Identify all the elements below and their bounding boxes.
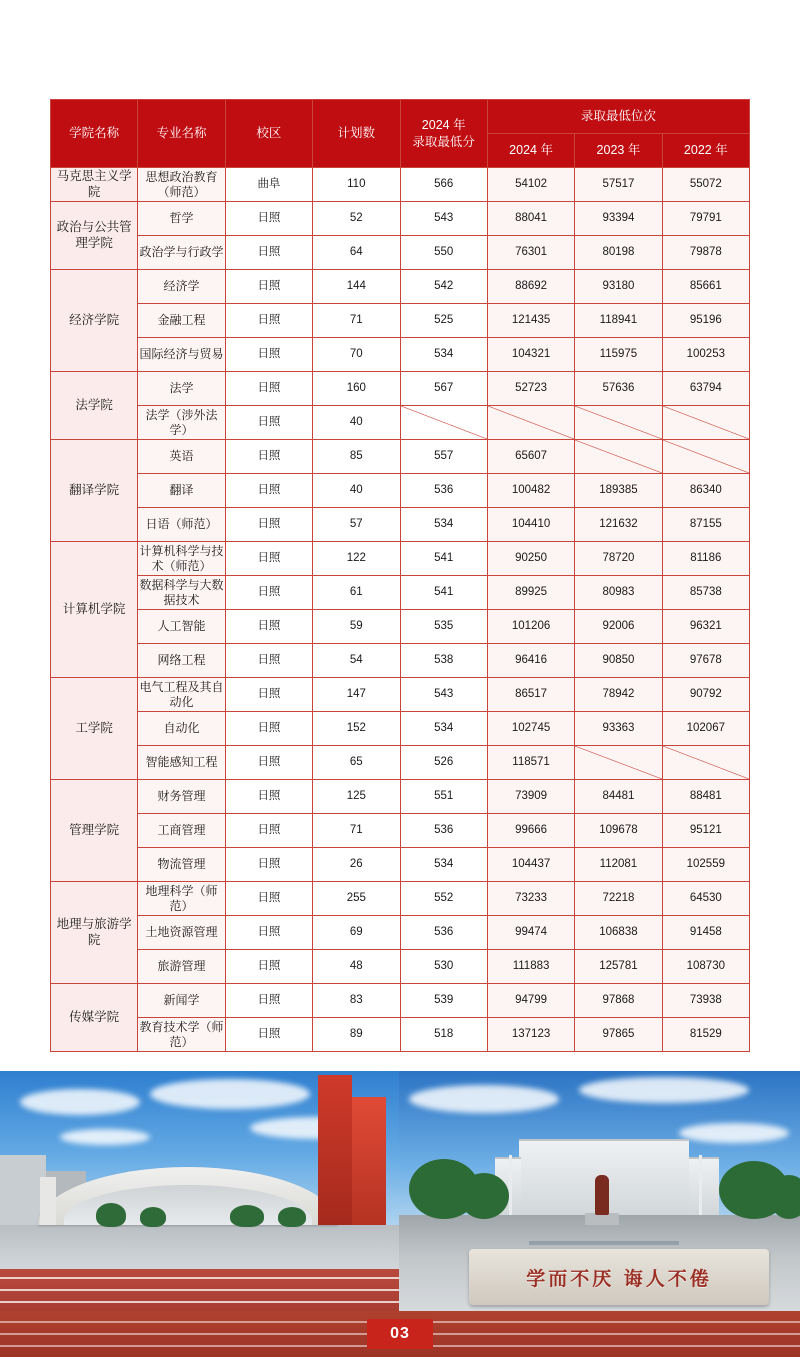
cell-score-2024: 536 <box>400 474 487 508</box>
cell-score-2024: 551 <box>400 780 487 814</box>
header-score-2024-label: 录取最低分 <box>412 134 475 149</box>
table-row <box>51 950 750 984</box>
header-rank-2022: 2022 年 <box>662 134 749 168</box>
red-tower <box>318 1075 352 1225</box>
cell-plan: 122 <box>313 542 400 576</box>
cloud-shape <box>20 1089 140 1115</box>
cell-rank-2022: 85738 <box>662 576 749 610</box>
cell-rank-2024: 73909 <box>487 780 574 814</box>
header-campus: 校区 <box>225 100 312 168</box>
cell-rank-2022: 81186 <box>662 542 749 576</box>
cell-major: 自动化 <box>138 712 225 746</box>
cell-college: 经济学院 <box>51 270 138 372</box>
cell-rank-2022: 87155 <box>662 508 749 542</box>
page-footer <box>0 1311 800 1357</box>
cell-score-2024: 557 <box>400 440 487 474</box>
cell-major: 新闻学 <box>138 984 225 1018</box>
table-row <box>51 542 750 576</box>
inscription-stone <box>469 1249 769 1305</box>
table-row <box>51 508 750 542</box>
cell-campus: 日照 <box>225 848 312 882</box>
cell-campus: 日照 <box>225 780 312 814</box>
table-row <box>51 712 750 746</box>
cell-campus: 日照 <box>225 950 312 984</box>
cell-major: 金融工程 <box>138 304 225 338</box>
cell-plan: 69 <box>313 916 400 950</box>
cell-campus: 日照 <box>225 576 312 610</box>
cell-rank-2022: 79791 <box>662 202 749 236</box>
cell-rank-2022: 64530 <box>662 882 749 916</box>
cell-campus: 日照 <box>225 372 312 406</box>
table-row <box>51 168 750 202</box>
stone-inscription-text: 学而不厌 诲人不倦 <box>526 1267 712 1290</box>
table-row <box>51 814 750 848</box>
cell-rank-2023: 92006 <box>575 610 662 644</box>
cloud-shape <box>60 1129 150 1145</box>
cell-score-2024: 536 <box>400 814 487 848</box>
cell-plan: 110 <box>313 168 400 202</box>
cell-plan: 125 <box>313 780 400 814</box>
building-shape <box>689 1157 719 1215</box>
table-row <box>51 372 750 406</box>
cell-campus: 日照 <box>225 440 312 474</box>
table-row <box>51 610 750 644</box>
cell-rank-2023: 118941 <box>575 304 662 338</box>
cell-score-2024: 535 <box>400 610 487 644</box>
cell-campus: 日照 <box>225 746 312 780</box>
track-lane-line <box>0 1301 399 1303</box>
cell-plan: 54 <box>313 644 400 678</box>
cell-major: 物流管理 <box>138 848 225 882</box>
cell-rank-2024: 102745 <box>487 712 574 746</box>
cell-rank-2022: 86340 <box>662 474 749 508</box>
cell-rank-2023: 97865 <box>575 1018 662 1052</box>
header-college: 学院名称 <box>51 100 138 168</box>
cell-major: 数据科学与大数据技术 <box>138 576 225 610</box>
table-row <box>51 984 750 1018</box>
cell-plan: 26 <box>313 848 400 882</box>
cell-rank-2022: 100253 <box>662 338 749 372</box>
tree-shape <box>278 1207 306 1227</box>
cell-rank-2022: 95121 <box>662 814 749 848</box>
cell-major: 智能感知工程 <box>138 746 225 780</box>
table-row <box>51 780 750 814</box>
admission-table <box>50 99 750 1052</box>
cell-major: 旅游管理 <box>138 950 225 984</box>
cell-major: 电气工程及其自动化 <box>138 678 225 712</box>
cloud-shape <box>409 1085 559 1113</box>
cell-campus: 日照 <box>225 644 312 678</box>
flagpole <box>509 1155 512 1215</box>
cell-college: 法学院 <box>51 372 138 440</box>
cell-rank-2023: 84481 <box>575 780 662 814</box>
cell-campus: 日照 <box>225 304 312 338</box>
cell-major: 教育技术学（师范） <box>138 1018 225 1052</box>
cell-major: 工商管理 <box>138 814 225 848</box>
cell-college: 政治与公共管理学院 <box>51 202 138 270</box>
cell-rank-2024: 104437 <box>487 848 574 882</box>
header-score-2024 <box>400 100 487 168</box>
header-plan: 计划数 <box>313 100 400 168</box>
cell-rank-2024 <box>487 406 574 440</box>
table-row <box>51 304 750 338</box>
cell-rank-2023: 80198 <box>575 236 662 270</box>
cell-rank-2023: 97868 <box>575 984 662 1018</box>
cell-major: 思想政治教育（师范） <box>138 168 225 202</box>
cell-plan: 71 <box>313 814 400 848</box>
cell-major: 地理科学（师范） <box>138 882 225 916</box>
table-row <box>51 916 750 950</box>
track-lane-line <box>0 1289 399 1291</box>
cell-rank-2023: 57636 <box>575 372 662 406</box>
cell-rank-2024: 88692 <box>487 270 574 304</box>
table-row <box>51 440 750 474</box>
cell-rank-2023: 57517 <box>575 168 662 202</box>
cell-score-2024: 541 <box>400 576 487 610</box>
cell-plan: 64 <box>313 236 400 270</box>
cell-campus: 日照 <box>225 882 312 916</box>
cell-major: 土地资源管理 <box>138 916 225 950</box>
cell-campus: 日照 <box>225 270 312 304</box>
cell-major: 法学（涉外法学） <box>138 406 225 440</box>
running-track <box>0 1269 399 1311</box>
cell-plan: 59 <box>313 610 400 644</box>
table-row <box>51 678 750 712</box>
cell-score-2024: 534 <box>400 508 487 542</box>
cell-rank-2024: 118571 <box>487 746 574 780</box>
cell-rank-2024: 104321 <box>487 338 574 372</box>
cell-college: 工学院 <box>51 678 138 780</box>
cell-score-2024: 534 <box>400 338 487 372</box>
cell-score-2024: 536 <box>400 916 487 950</box>
cell-score-2024: 518 <box>400 1018 487 1052</box>
cell-college: 马克思主义学院 <box>51 168 138 202</box>
cell-plan: 144 <box>313 270 400 304</box>
cell-score-2024: 566 <box>400 168 487 202</box>
cell-rank-2024: 86517 <box>487 678 574 712</box>
header-rank-2024: 2024 年 <box>487 134 574 168</box>
cell-score-2024: 530 <box>400 950 487 984</box>
cell-rank-2022: 97678 <box>662 644 749 678</box>
cell-major: 日语（师范） <box>138 508 225 542</box>
cell-score-2024: 567 <box>400 372 487 406</box>
table-row <box>51 746 750 780</box>
cell-rank-2024: 52723 <box>487 372 574 406</box>
cell-rank-2023: 80983 <box>575 576 662 610</box>
cell-campus: 日照 <box>225 712 312 746</box>
campus-gate-photo <box>0 1071 399 1311</box>
cell-campus: 日照 <box>225 678 312 712</box>
cell-score-2024: 542 <box>400 270 487 304</box>
tree-shape <box>140 1207 166 1227</box>
cell-rank-2023: 90850 <box>575 644 662 678</box>
cell-campus: 日照 <box>225 916 312 950</box>
table-body <box>51 168 750 1052</box>
cell-score-2024: 550 <box>400 236 487 270</box>
header-rank-group: 录取最低位次 <box>487 100 749 134</box>
cell-major: 法学 <box>138 372 225 406</box>
admission-table-container <box>50 99 750 1052</box>
cell-score-2024: 541 <box>400 542 487 576</box>
cell-rank-2024: 99474 <box>487 916 574 950</box>
cell-college: 计算机学院 <box>51 542 138 678</box>
cell-campus: 日照 <box>225 508 312 542</box>
cell-campus: 日照 <box>225 814 312 848</box>
cell-rank-2023: 106838 <box>575 916 662 950</box>
cell-rank-2022: 95196 <box>662 304 749 338</box>
cell-rank-2023: 93394 <box>575 202 662 236</box>
cell-plan: 52 <box>313 202 400 236</box>
cell-major: 国际经济与贸易 <box>138 338 225 372</box>
cell-campus: 日照 <box>225 236 312 270</box>
cell-rank-2023: 109678 <box>575 814 662 848</box>
cell-plan: 83 <box>313 984 400 1018</box>
cell-rank-2024: 104410 <box>487 508 574 542</box>
table-row <box>51 406 750 440</box>
campus-square-photo <box>399 1071 800 1311</box>
cell-plan: 152 <box>313 712 400 746</box>
cell-plan: 71 <box>313 304 400 338</box>
cloud-shape <box>579 1077 749 1103</box>
cell-rank-2023: 78720 <box>575 542 662 576</box>
cell-major: 网络工程 <box>138 644 225 678</box>
cell-rank-2024: 137123 <box>487 1018 574 1052</box>
cell-campus: 日照 <box>225 610 312 644</box>
table-row <box>51 270 750 304</box>
cell-campus: 日照 <box>225 984 312 1018</box>
cell-major: 人工智能 <box>138 610 225 644</box>
cell-rank-2023 <box>575 746 662 780</box>
track-lane-line <box>0 1277 399 1279</box>
cell-plan: 65 <box>313 746 400 780</box>
header-rank-2023: 2023 年 <box>575 134 662 168</box>
cell-rank-2024: 73233 <box>487 882 574 916</box>
cell-plan: 160 <box>313 372 400 406</box>
table-row <box>51 576 750 610</box>
cloud-shape <box>679 1123 789 1143</box>
cell-rank-2024: 100482 <box>487 474 574 508</box>
header-score-2024-year: 2024 年 <box>421 117 466 132</box>
cell-rank-2023: 125781 <box>575 950 662 984</box>
table-row <box>51 1018 750 1052</box>
cell-rank-2024: 101206 <box>487 610 574 644</box>
header-major: 专业名称 <box>138 100 225 168</box>
cell-rank-2023 <box>575 406 662 440</box>
cell-rank-2023: 78942 <box>575 678 662 712</box>
cell-major: 哲学 <box>138 202 225 236</box>
tree-shape <box>96 1203 126 1227</box>
cell-rank-2022: 108730 <box>662 950 749 984</box>
cell-plan: 57 <box>313 508 400 542</box>
cell-rank-2024: 90250 <box>487 542 574 576</box>
cell-rank-2022: 88481 <box>662 780 749 814</box>
cell-rank-2023: 93363 <box>575 712 662 746</box>
cell-college: 地理与旅游学院 <box>51 882 138 984</box>
cell-rank-2022: 73938 <box>662 984 749 1018</box>
cell-rank-2024: 76301 <box>487 236 574 270</box>
cell-score-2024: 525 <box>400 304 487 338</box>
table-row <box>51 236 750 270</box>
cell-rank-2022: 91458 <box>662 916 749 950</box>
cell-rank-2023: 121632 <box>575 508 662 542</box>
table-header-row-1 <box>51 100 750 134</box>
cell-score-2024: 534 <box>400 848 487 882</box>
cell-campus: 日照 <box>225 202 312 236</box>
cell-rank-2024: 65607 <box>487 440 574 474</box>
cell-rank-2024: 94799 <box>487 984 574 1018</box>
cell-major: 翻译 <box>138 474 225 508</box>
cell-plan: 85 <box>313 440 400 474</box>
table-head <box>51 100 750 168</box>
cell-rank-2022: 102559 <box>662 848 749 882</box>
cell-rank-2023: 93180 <box>575 270 662 304</box>
cell-plan: 89 <box>313 1018 400 1052</box>
cell-rank-2022: 55072 <box>662 168 749 202</box>
cell-plan: 61 <box>313 576 400 610</box>
cell-college: 翻译学院 <box>51 440 138 542</box>
cell-score-2024: 538 <box>400 644 487 678</box>
cell-campus: 日照 <box>225 542 312 576</box>
cell-campus: 日照 <box>225 474 312 508</box>
table-row <box>51 882 750 916</box>
cell-rank-2023: 189385 <box>575 474 662 508</box>
cell-campus: 日照 <box>225 338 312 372</box>
cell-college: 管理学院 <box>51 780 138 882</box>
cell-rank-2024: 111883 <box>487 950 574 984</box>
cell-rank-2022: 79878 <box>662 236 749 270</box>
cell-rank-2022: 102067 <box>662 712 749 746</box>
cell-rank-2024: 96416 <box>487 644 574 678</box>
cell-campus: 日照 <box>225 406 312 440</box>
tree-shape <box>459 1173 509 1219</box>
cell-score-2024: 526 <box>400 746 487 780</box>
cell-rank-2022: 63794 <box>662 372 749 406</box>
table-row <box>51 202 750 236</box>
cell-plan: 255 <box>313 882 400 916</box>
cell-major: 计算机科学与技术（师范） <box>138 542 225 576</box>
table-row <box>51 338 750 372</box>
cell-rank-2022: 81529 <box>662 1018 749 1052</box>
cell-rank-2022 <box>662 406 749 440</box>
cell-score-2024: 543 <box>400 678 487 712</box>
tree-shape <box>230 1205 264 1227</box>
cell-rank-2023: 112081 <box>575 848 662 882</box>
cell-plan: 40 <box>313 474 400 508</box>
cell-campus: 日照 <box>225 1018 312 1052</box>
cell-score-2024: 539 <box>400 984 487 1018</box>
window-band <box>529 1241 679 1245</box>
cell-rank-2022: 96321 <box>662 610 749 644</box>
cell-rank-2024: 89925 <box>487 576 574 610</box>
cell-rank-2024: 99666 <box>487 814 574 848</box>
cell-major: 政治学与行政学 <box>138 236 225 270</box>
photo-strip <box>0 1071 800 1311</box>
cell-score-2024: 534 <box>400 712 487 746</box>
cell-score-2024: 552 <box>400 882 487 916</box>
cell-major: 英语 <box>138 440 225 474</box>
flagpole <box>699 1155 702 1215</box>
cell-score-2024: 543 <box>400 202 487 236</box>
cell-rank-2022 <box>662 746 749 780</box>
cloud-shape <box>150 1079 310 1109</box>
gate-pillar <box>40 1177 56 1225</box>
table-row <box>51 644 750 678</box>
cell-plan: 147 <box>313 678 400 712</box>
cell-rank-2022: 85661 <box>662 270 749 304</box>
cell-major: 经济学 <box>138 270 225 304</box>
cell-major: 财务管理 <box>138 780 225 814</box>
cell-rank-2023: 72218 <box>575 882 662 916</box>
cell-score-2024 <box>400 406 487 440</box>
cell-college: 传媒学院 <box>51 984 138 1052</box>
cell-campus: 曲阜 <box>225 168 312 202</box>
cell-rank-2022 <box>662 440 749 474</box>
table-row <box>51 474 750 508</box>
cell-plan: 70 <box>313 338 400 372</box>
statue <box>595 1175 609 1215</box>
cell-rank-2024: 88041 <box>487 202 574 236</box>
table-row <box>51 848 750 882</box>
red-tower <box>352 1097 386 1225</box>
cell-rank-2024: 54102 <box>487 168 574 202</box>
cell-rank-2022: 90792 <box>662 678 749 712</box>
cell-plan: 40 <box>313 406 400 440</box>
cell-plan: 48 <box>313 950 400 984</box>
cell-rank-2024: 121435 <box>487 304 574 338</box>
cell-rank-2023 <box>575 440 662 474</box>
page-number-badge: 03 <box>367 1319 433 1349</box>
cell-rank-2023: 115975 <box>575 338 662 372</box>
